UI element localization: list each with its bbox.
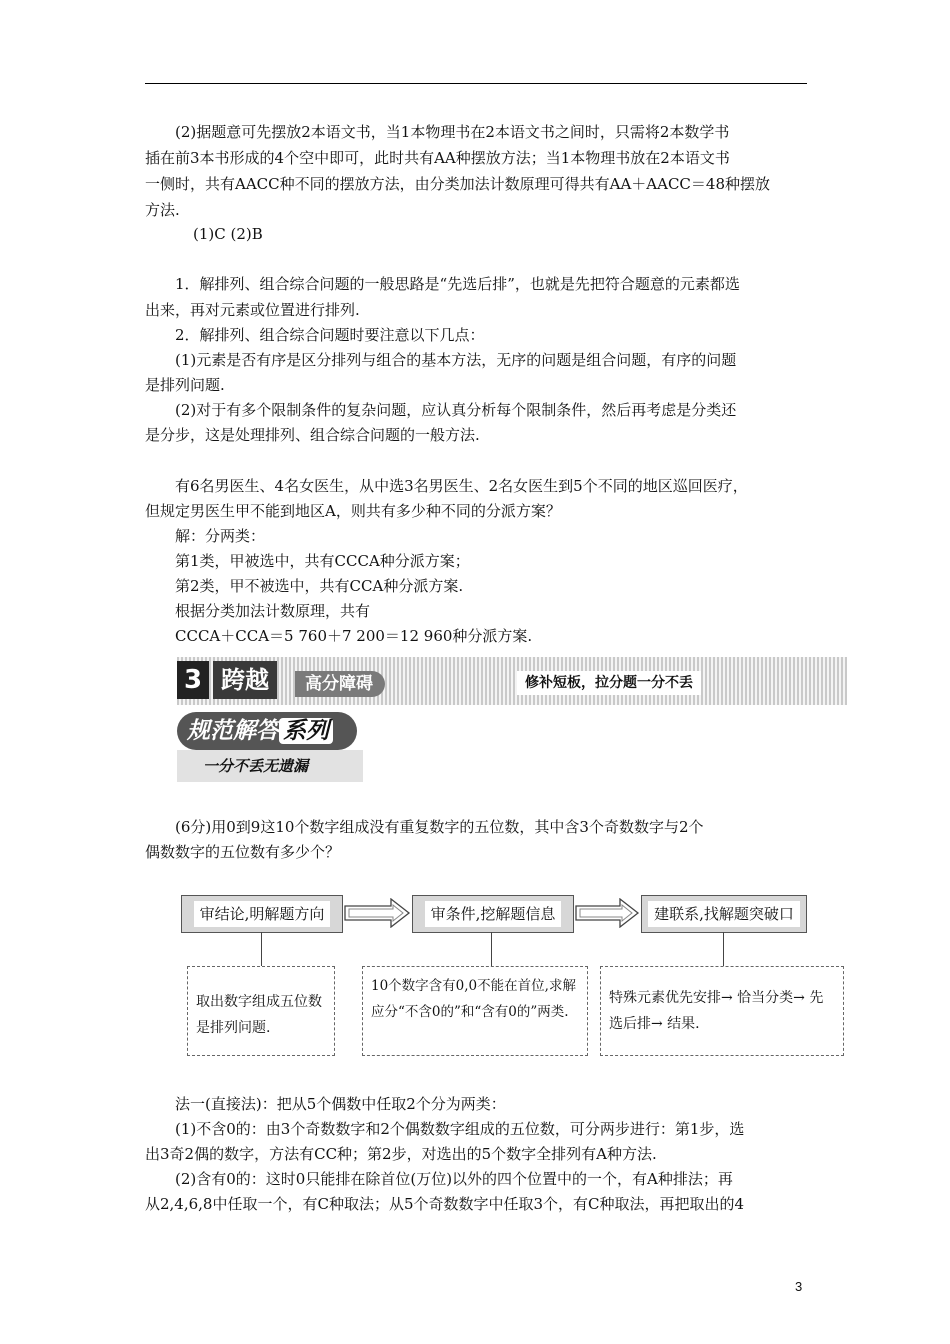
summary-line: 2．解排列、组合综合问题时要注意以下几点： bbox=[175, 326, 485, 344]
flow-arrow-icon bbox=[574, 898, 640, 928]
solution-line: (2)据题意可先摆放2本语文书，当1本物理书在2本语文书之间时，只需将2本数学书 bbox=[175, 123, 730, 141]
badge-part1: 规范 bbox=[187, 718, 233, 744]
summary-line: 是分步，这是处理排列、组合综合问题的一般方法. bbox=[145, 426, 480, 444]
header-rule bbox=[145, 83, 807, 84]
summary-line: 是排列问题. bbox=[145, 376, 225, 394]
flow-connector bbox=[491, 932, 492, 966]
method-line: 出3奇2偶的数字，方法有CC种；第2步，对选出的5个数字全排列有A种方法. bbox=[145, 1145, 657, 1163]
section-subtitle: 高分障碍 bbox=[295, 671, 385, 697]
flow-step-3-label: 建联系,找解题突破口 bbox=[648, 901, 800, 927]
exercise-line: CCCA＋CCA＝5 760＋7 200＝12 960种分派方案. bbox=[175, 627, 533, 645]
method-line: 从2,4,6,8中任取一个，有C种取法；从5个奇数数字中任取3个，有C种取法，再把取出的4 bbox=[145, 1195, 745, 1213]
page-number: 3 bbox=[795, 1279, 803, 1294]
method-line: (1)不含0的：由3个奇数数字和2个偶数数字组成的五位数，可分两步进行：第1步，选 bbox=[175, 1120, 745, 1138]
section-slogan: 修补短板，拉分题一分不丢 bbox=[517, 671, 701, 695]
flow-step-3 bbox=[641, 895, 807, 933]
summary-line: 1．解排列、组合综合问题的一般思路是“先选后排”，也就是先把符合题意的元素都选 bbox=[175, 275, 740, 293]
exercise-line: 第1类，甲被选中，共有CCCA种分派方案； bbox=[175, 552, 470, 570]
method-line: (2)含有0的：这时0只能排在除首位(万位)以外的四个位置中的一个，有A种排法；再 bbox=[175, 1170, 733, 1188]
flow-connector bbox=[261, 932, 262, 966]
summary-line: (1)元素是否有序是区分排列与组合的基本方法，无序的问题是组合问题，有序的问题 bbox=[175, 351, 737, 369]
flow-step-1 bbox=[181, 895, 343, 933]
section-number: 3 bbox=[177, 661, 209, 699]
exercise-line: 解：分两类： bbox=[175, 527, 266, 545]
flow-connector bbox=[723, 932, 724, 966]
exercise-line: 但规定男医生甲不能到地区A，则共有多少种不同的分派方案？ bbox=[145, 502, 561, 520]
section-banner bbox=[177, 657, 847, 705]
solution-line: 方法. bbox=[145, 201, 180, 219]
badge-title bbox=[177, 712, 357, 750]
badge-subtitle: 一分不丢无遗漏 bbox=[177, 750, 363, 782]
flow-step-2 bbox=[412, 895, 574, 933]
flow-arrow-icon bbox=[343, 898, 411, 928]
flow-note-3: 特殊元素优先安排→ 恰当分类→ 先选后排→ 结果. bbox=[600, 966, 844, 1056]
exercise-line: 有6名男医生、4名女医生，从中选3名男医生、2名女医生到5个不同的地区巡回医疗， bbox=[175, 477, 748, 495]
badge-part2: 解答 bbox=[233, 718, 279, 744]
solution-line: 一侧时，共有AACC种不同的摆放方法，由分类加法计数原理可得共有AA＋AACC＝48种摆放 bbox=[145, 175, 770, 193]
flow-step-1-label: 审结论,明解题方向 bbox=[194, 901, 331, 927]
solution-line: 插在前3本书形成的4个空中即可，此时共有AA种摆放方法；当1本物理书放在2本语文书 bbox=[145, 149, 730, 167]
problem-line: (6分)用0到9这10个数字组成没有重复数字的五位数，其中含3个奇数数字与2个 bbox=[175, 818, 704, 836]
exercise-line: 第2类，甲不被选中，共有CCA种分派方案. bbox=[175, 577, 464, 595]
problem-line: 偶数数字的五位数有多少个？ bbox=[145, 843, 341, 861]
method-line: 法一(直接法)：把从5个偶数中任取2个分为两类： bbox=[175, 1095, 506, 1113]
section-title: 跨越 bbox=[213, 661, 277, 699]
exercise-line: 根据分类加法计数原理，共有 bbox=[175, 602, 371, 620]
badge-part3: 系列 bbox=[279, 718, 333, 744]
answer-line: (1)C (2)B bbox=[193, 225, 263, 243]
series-badge bbox=[177, 712, 363, 782]
flow-note-2: 10个数字含有0,0不能在首位,求解应分“不含0的”和“含有0的”两类. bbox=[362, 966, 588, 1056]
summary-line: 出来，再对元素或位置进行排列. bbox=[145, 301, 360, 319]
summary-line: (2)对于有多个限制条件的复杂问题，应认真分析每个限制条件，然后再考虑是分类还 bbox=[175, 401, 737, 419]
flow-note-1: 取出数字组成五位数是排列问题. bbox=[187, 966, 335, 1056]
flow-step-2-label: 审条件,挖解题信息 bbox=[425, 901, 562, 927]
